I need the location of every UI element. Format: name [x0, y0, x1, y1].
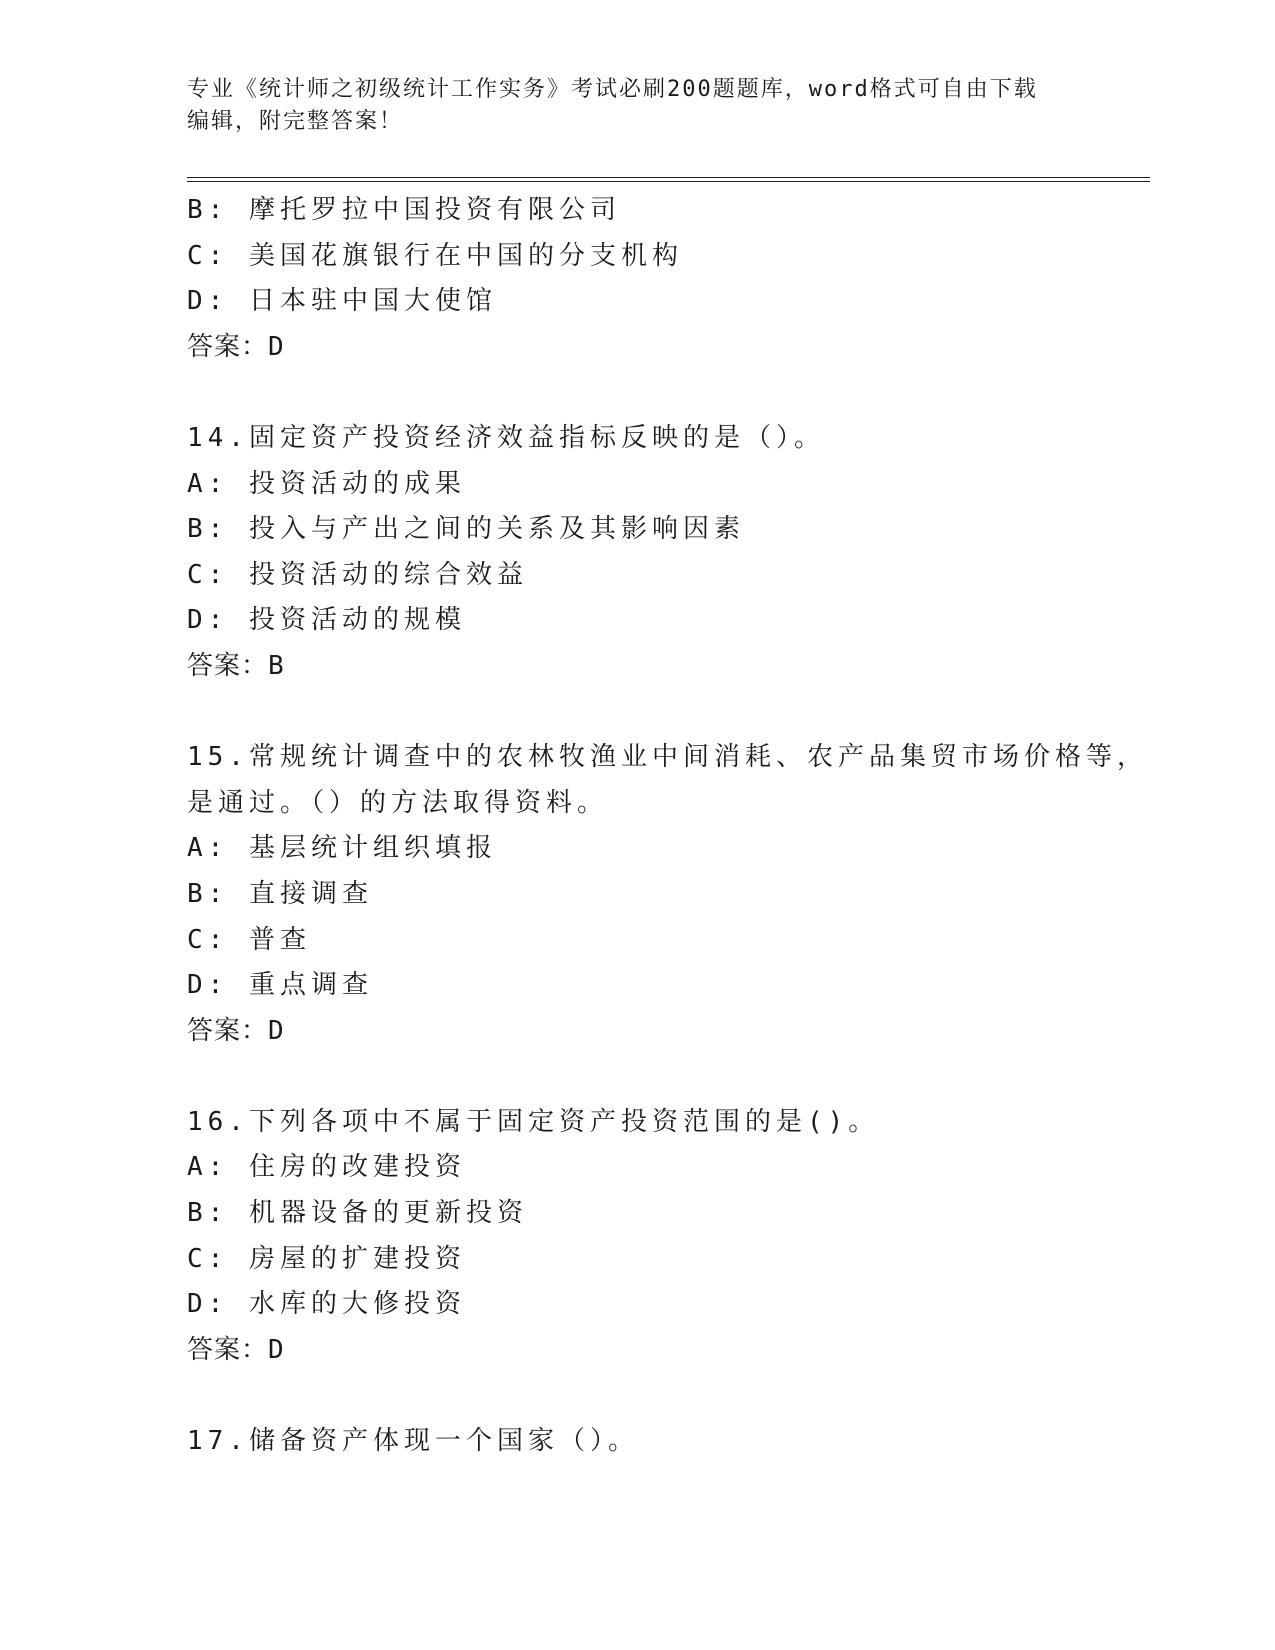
header-divider-bottom	[187, 181, 1150, 182]
answer: 答案：D	[187, 331, 285, 362]
header-divider-top	[187, 177, 1150, 178]
question-text: 17.储备资产体现一个国家（）。	[187, 1426, 639, 1457]
question-text: 14.固定资产投资经济效益指标反映的是（）。	[187, 422, 825, 453]
option-b: B: 机器设备的更新投资	[187, 1198, 528, 1229]
option-c: C: 普查	[187, 924, 311, 955]
header-line-2: 编辑，附完整答案！	[187, 109, 404, 134]
option-d: D: 投资活动的规模	[187, 605, 466, 636]
spacer	[187, 370, 1147, 416]
answer: 答案：B	[187, 650, 285, 681]
spacer	[187, 1373, 1147, 1419]
spacer	[187, 690, 1147, 736]
question-text: 16.下列各项中不属于固定资产投资范围的是()。	[187, 1106, 880, 1137]
option-b: B: 投入与产出之间的关系及其影响因素	[187, 514, 745, 545]
question-13-continuation	[187, 188, 1147, 370]
document-header	[187, 74, 1087, 138]
option-a: A: 投资活动的成果	[187, 468, 466, 499]
question-14	[187, 416, 1147, 690]
option-d: D: 重点调查	[187, 970, 373, 1001]
option-d: D: 水库的大修投资	[187, 1289, 466, 1320]
answer: 答案：D	[187, 1334, 285, 1365]
option-d: D: 日本驻中国大使馆	[187, 286, 497, 317]
question-list	[187, 188, 1147, 1465]
option-c: C: 房屋的扩建投资	[187, 1243, 466, 1274]
question-text: 15.常规统计调查中的农林牧渔业中间消耗、农产品集贸市场价格等，	[187, 742, 1148, 773]
option-b: B: 摩托罗拉中国投资有限公司	[187, 195, 621, 225]
option-c: C: 美国花旗银行在中国的分支机构	[187, 240, 683, 271]
option-b: B: 直接调查	[187, 878, 373, 909]
option-c: C: 投资活动的综合效益	[187, 559, 528, 590]
question-16	[187, 1100, 1147, 1374]
question-15	[187, 735, 1147, 1054]
header-line-1: 专业《统计师之初级统计工作实务》考试必刷200题题库，word格式可自由下载	[187, 77, 1038, 102]
question-17	[187, 1419, 1147, 1465]
option-a: A: 基层统计组织填报	[187, 833, 497, 864]
question-text: 是通过。（）的方法取得资料。	[187, 787, 609, 818]
answer: 答案：D	[187, 1015, 285, 1046]
spacer	[187, 1054, 1147, 1100]
option-a: A: 住房的改建投资	[187, 1152, 466, 1183]
